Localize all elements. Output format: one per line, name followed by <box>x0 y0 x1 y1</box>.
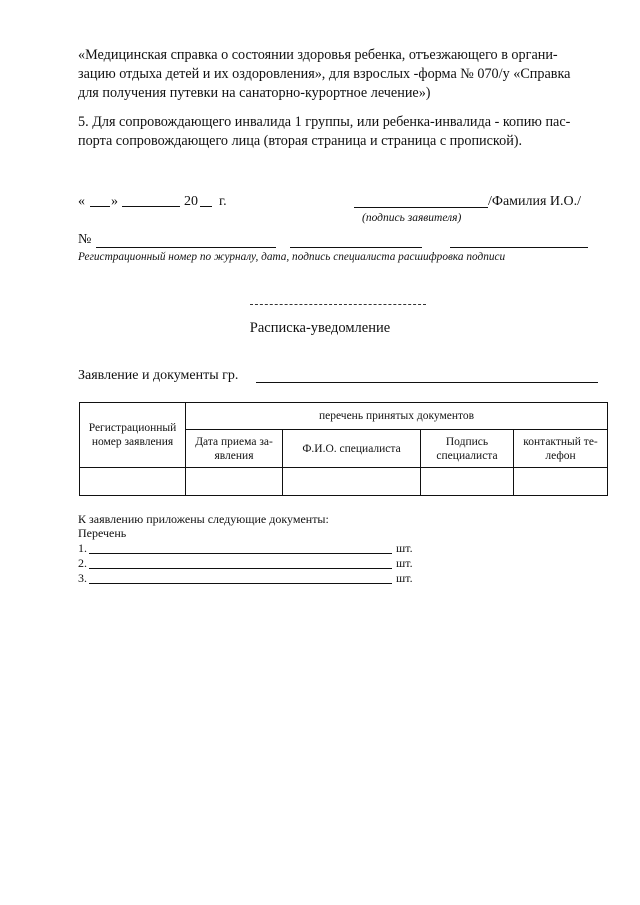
registration-decryption-field[interactable] <box>450 247 588 248</box>
column-header: Подпись специалиста <box>421 430 514 468</box>
paragraph-line: зацию отдыха детей и их оздоровления», для взрослых -форма № 070/у «Справка <box>78 66 571 82</box>
column-header: Дата приема за-явления <box>186 430 283 468</box>
attachment-item-field[interactable] <box>89 568 392 569</box>
paragraph-line: порта сопровождающего лица (вторая страница и страница с пропиской). <box>78 133 523 149</box>
attachment-item-unit: шт. <box>396 556 413 570</box>
column-header: контактный те-лефон <box>514 430 608 468</box>
table-cell[interactable] <box>283 468 421 496</box>
accepted-documents-table <box>79 402 608 496</box>
date-year-field[interactable] <box>200 206 212 207</box>
attachments-intro: К заявлению приложены следующие документы: <box>78 512 329 526</box>
registration-signature-field[interactable] <box>290 247 422 248</box>
table-cell[interactable] <box>421 468 514 496</box>
date-open-quote: « <box>78 194 85 209</box>
applicant-name-text: /Фамилия И.О./ <box>488 194 582 209</box>
attachment-item-field[interactable] <box>89 553 392 554</box>
date-year-suffix: г. <box>219 194 227 209</box>
registration-number-sign: № <box>78 232 92 247</box>
signature-caption: (подпись заявителя) <box>362 212 462 224</box>
paragraph-medical-certificate <box>78 46 602 103</box>
applicant-name-field[interactable] <box>256 382 598 383</box>
applicant-signature-field[interactable] <box>354 207 488 208</box>
attachment-item-number: 2. <box>78 556 87 570</box>
table-cell[interactable] <box>186 468 283 496</box>
table-cell[interactable] <box>514 468 608 496</box>
registration-caption: Регистрационный номер по журналу, дата, подпись специалиста расшифровка подписи <box>78 251 506 263</box>
paragraph-line: для получения путевки на санаторно-курортное лечение») <box>78 85 431 101</box>
cut-line <box>250 304 426 305</box>
attachment-item-number: 3. <box>78 571 87 585</box>
attachment-item-number: 1. <box>78 541 87 555</box>
table-cell[interactable] <box>80 468 186 496</box>
applicant-label: Заявление и документы гр. <box>78 368 239 383</box>
documents-group-header: перечень принятых документов <box>186 403 608 430</box>
table-row <box>80 468 608 496</box>
date-day-field[interactable] <box>90 206 110 207</box>
date-year-prefix: 20 <box>184 194 198 209</box>
receipt-title: Расписка-уведомление <box>249 320 391 336</box>
paragraph-line: «Медицинская справка о состоянии здоровья ребенка, отъезжающего в органи- <box>78 47 558 63</box>
attachment-item-unit: шт. <box>396 571 413 585</box>
attachments-list-label: Перечень <box>78 526 127 540</box>
attachment-item-unit: шт. <box>396 541 413 555</box>
paragraph-line: 5. Для сопровождающего инвалида 1 группы, или ребенка-инвалида - копию пас- <box>78 114 571 130</box>
date-close-quote: » <box>111 194 118 209</box>
column-header: Ф.И.О. специалиста <box>283 430 421 468</box>
registration-number-field[interactable] <box>96 247 276 248</box>
paragraph-item-5 <box>78 113 602 151</box>
attachment-item-field[interactable] <box>89 583 392 584</box>
date-month-field[interactable] <box>122 206 180 207</box>
reg-number-header: Регистрационный номер заявления <box>80 403 186 468</box>
